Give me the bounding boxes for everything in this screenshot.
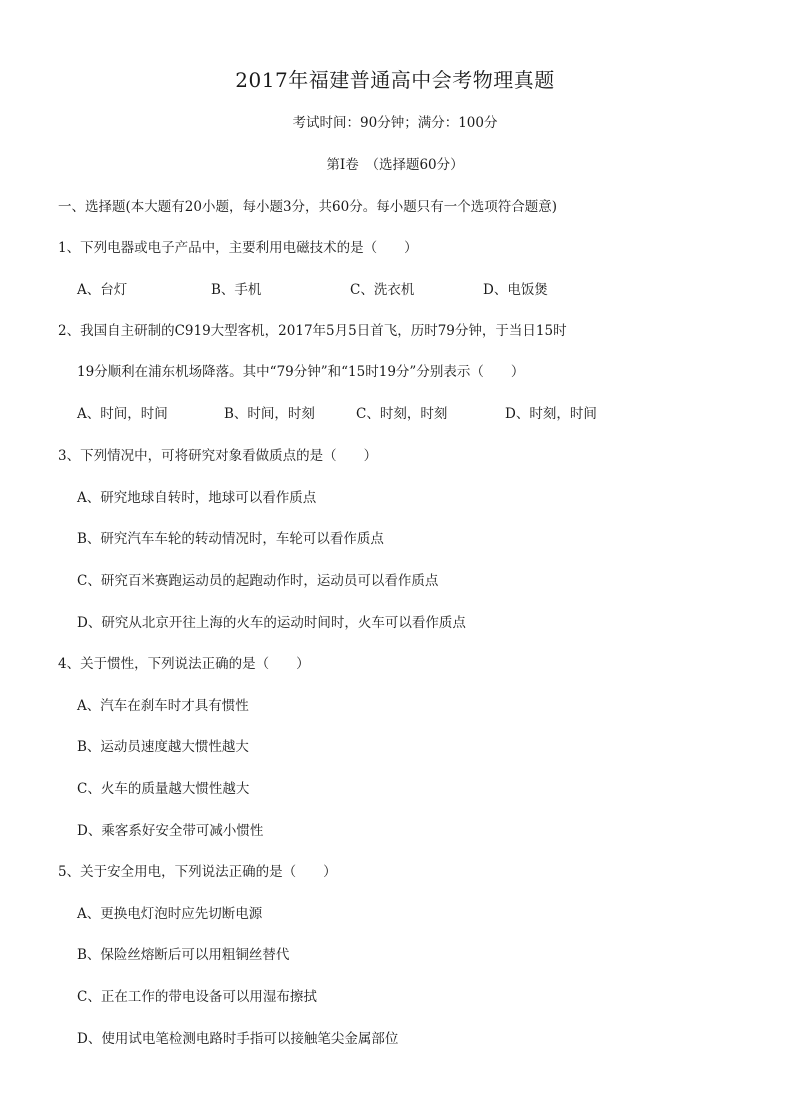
question-3-option-b: B、研究汽车车轮的转动情况时，车轮可以看作质点 (77, 531, 384, 547)
page-title: 2017年福建普通高中会考物理真题 (235, 68, 555, 92)
question-2-stem: 2、我国自主研制的C919大型客机，2017年5月5日首飞，历时79分钟，于当日15时 (58, 323, 567, 339)
question-2-stem-continued: 19分顺利在浦东机场降落。其中“79分钟”和“15时19分”分别表示（ ） (77, 364, 525, 380)
question-2-option-a: A、时间，时间 (77, 406, 168, 422)
question-4-stem: 4、关于惯性，下列说法正确的是（ ） (58, 656, 310, 672)
question-1-option-d: D、电饭煲 (483, 282, 548, 298)
question-5-stem: 5、关于安全用电，下列说法正确的是（ ） (58, 864, 337, 880)
question-1-option-a: A、台灯 (77, 282, 128, 298)
question-4-option-b: B、运动员速度越大惯性越大 (77, 739, 249, 755)
question-2-option-c: C、时刻，时刻 (356, 406, 448, 422)
exam-info: 考试时间：90分钟；满分：100分 (292, 115, 498, 131)
question-5-option-b: B、保险丝熔断后可以用粗铜丝替代 (77, 947, 290, 963)
section-heading: 一、选择题(本大题有20小题，每小题3分，共60分。每小题只有一个选项符合题意) (58, 199, 557, 215)
question-1-option-c: C、洗衣机 (350, 282, 415, 298)
question-3-stem: 3、下列情况中，可将研究对象看做质点的是（ ） (58, 448, 378, 464)
question-4-option-a: A、汽车在刹车时才具有惯性 (77, 698, 249, 714)
question-5-option-d: D、使用试电笔检测电路时手指可以接触笔尖金属部位 (77, 1031, 399, 1047)
question-3-option-c: C、研究百米赛跑运动员的起跑动作时，运动员可以看作质点 (77, 573, 439, 589)
question-4-option-c: C、火车的质量越大惯性越大 (77, 781, 250, 797)
question-1-option-b: B、手机 (211, 282, 262, 298)
question-3-option-d: D、研究从北京开往上海的火车的运动时间时，火车可以看作质点 (77, 615, 466, 631)
question-2-option-d: D、时刻，时间 (505, 406, 597, 422)
question-3-option-a: A、研究地球自转时，地球可以看作质点 (77, 490, 317, 506)
volume-heading: 第Ⅰ卷 （选择题60分） (326, 157, 464, 173)
question-5-option-c: C、正在工作的带电设备可以用湿布擦拭 (77, 989, 317, 1005)
question-5-option-a: A、更换电灯泡时应先切断电源 (77, 906, 263, 922)
question-2-option-b: B、时间，时刻 (224, 406, 315, 422)
question-1-stem: 1、下列电器或电子产品中，主要利用电磁技术的是（ ） (58, 240, 418, 256)
question-4-option-d: D、乘客系好安全带可减小惯性 (77, 823, 264, 839)
